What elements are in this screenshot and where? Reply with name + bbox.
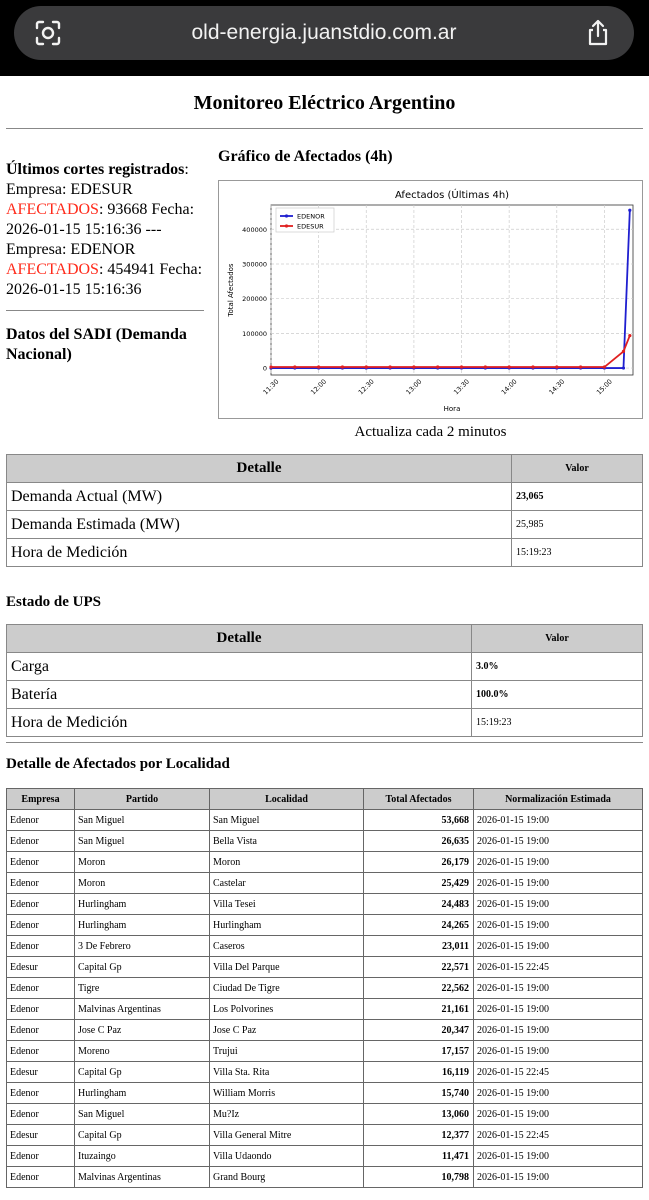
y-tick-label: 300000: [242, 260, 267, 269]
table-row: [7, 1104, 643, 1125]
table-row: [7, 810, 643, 831]
cell-normalizacion: 2026-01-15 19:00: [474, 1104, 643, 1125]
row-value: 25,985: [512, 511, 643, 539]
cell-normalizacion: 2026-01-15 19:00: [474, 1167, 643, 1188]
afectados-sep: :: [98, 261, 108, 278]
table-row: [7, 1062, 643, 1083]
table-row: [7, 831, 643, 852]
cell-total: 15,740: [364, 1083, 474, 1104]
cell-total: 10,798: [364, 1167, 474, 1188]
sadi-table: [6, 454, 643, 567]
data-point-edesur: [365, 365, 368, 368]
cell-normalizacion: 2026-01-15 19:00: [474, 873, 643, 894]
data-point-edenor: [622, 366, 625, 369]
cell-localidad: Castelar: [210, 873, 364, 894]
browser-url-bar: [0, 0, 649, 76]
cell-empresa: Edenor: [7, 1104, 75, 1125]
table-row: [7, 936, 643, 957]
share-icon[interactable]: [584, 19, 612, 47]
cell-total: 16,119: [364, 1062, 474, 1083]
cell-partido: Jose C Paz: [75, 1020, 210, 1041]
afectados-value: 93668: [107, 201, 148, 218]
cell-normalizacion: 2026-01-15 22:45: [474, 957, 643, 978]
cell-normalizacion: 2026-01-15 19:00: [474, 1083, 643, 1104]
cell-partido: Moron: [75, 873, 210, 894]
x-axis-label: Hora: [443, 405, 461, 413]
table-row: [7, 1167, 643, 1188]
column-header: Normalización Estimada: [474, 789, 643, 810]
afectados-label: AFECTADOS: [6, 201, 99, 218]
column-header: Total Afectados: [364, 789, 474, 810]
cell-localidad: Ciudad De Tigre: [210, 978, 364, 999]
cell-empresa: Edenor: [7, 810, 75, 831]
cell-normalizacion: 2026-01-15 19:00: [474, 1041, 643, 1062]
cell-localidad: Moron: [210, 852, 364, 873]
localidades-heading: Detalle de Afectados por Localidad: [6, 756, 230, 772]
cortes-panel: [6, 160, 206, 300]
table-row: [7, 1125, 643, 1146]
data-point-edesur: [341, 365, 344, 368]
table-row: [7, 1146, 643, 1167]
table-row: [7, 894, 643, 915]
cell-empresa: Edenor: [7, 831, 75, 852]
row-value: 100.0%: [472, 681, 643, 709]
cell-normalizacion: 2026-01-15 19:00: [474, 831, 643, 852]
data-point-edesur: [293, 365, 296, 368]
cell-partido: San Miguel: [75, 831, 210, 852]
cell-partido: Capital Gp: [75, 1125, 210, 1146]
cell-total: 12,377: [364, 1125, 474, 1146]
cell-localidad: Hurlingham: [210, 915, 364, 936]
afectados-sep: :: [98, 201, 108, 218]
divider: [6, 310, 204, 311]
chart-svg: [219, 181, 642, 418]
empresa-value: EDENOR: [70, 241, 136, 258]
data-point-edesur: [412, 365, 415, 368]
cell-partido: Moreno: [75, 1041, 210, 1062]
table-row: [7, 873, 643, 894]
table-row: [7, 483, 643, 511]
page-title: Monitoreo Eléctrico Argentino: [193, 92, 456, 114]
cell-total: 17,157: [364, 1041, 474, 1062]
row-label: Carga: [7, 653, 472, 681]
cell-empresa: Edesur: [7, 957, 75, 978]
cell-total: 22,562: [364, 978, 474, 999]
x-tick-label: 13:00: [404, 377, 424, 397]
empresa-value: EDESUR: [70, 181, 133, 198]
data-point-edesur: [628, 334, 631, 337]
cell-total: 21,161: [364, 999, 474, 1020]
x-tick-label: 11:30: [261, 377, 281, 397]
empresa-label: Empresa:: [6, 181, 71, 198]
chart-heading: Gráfico de Afectados (4h): [218, 148, 393, 165]
table-row: [7, 852, 643, 873]
data-point-edesur: [555, 365, 558, 368]
legend-label: EDENOR: [297, 212, 325, 221]
column-header: Detalle: [7, 625, 472, 653]
fecha-value: 2026-01-15 15:16:36: [6, 221, 142, 238]
table-row: [7, 1020, 643, 1041]
cell-partido: Moron: [75, 852, 210, 873]
cortes-heading: Últimos cortes registrados: [6, 161, 185, 178]
url-text[interactable]: old-energia.juanstdio.com.ar: [191, 21, 457, 44]
cell-normalizacion: 2026-01-15 19:00: [474, 1020, 643, 1041]
cell-localidad: William Morris: [210, 1083, 364, 1104]
localidades-table: [6, 788, 643, 1188]
cell-localidad: Bella Vista: [210, 831, 364, 852]
cell-localidad: Trujui: [210, 1041, 364, 1062]
cell-localidad: Villa Udaondo: [210, 1146, 364, 1167]
cell-localidad: Jose C Paz: [210, 1020, 364, 1041]
cortes-heading-colon: :: [184, 161, 189, 178]
data-point-edesur: [317, 365, 320, 368]
cell-normalizacion: 2026-01-15 19:00: [474, 894, 643, 915]
data-point-edesur: [388, 365, 391, 368]
cell-total: 23,011: [364, 936, 474, 957]
row-value: 15:19:23: [512, 539, 643, 567]
row-label: Hora de Medición: [7, 539, 512, 567]
row-value: 3.0%: [472, 653, 643, 681]
cell-localidad: Mu?Iz: [210, 1104, 364, 1125]
cell-localidad: San Miguel: [210, 810, 364, 831]
y-axis-label: Total Afectados: [227, 263, 235, 317]
legend-label: EDESUR: [297, 222, 324, 231]
web-page: [0, 76, 649, 1200]
cell-partido: Tigre: [75, 978, 210, 999]
cell-empresa: Edenor: [7, 978, 75, 999]
cell-empresa: Edenor: [7, 1167, 75, 1188]
cell-partido: Malvinas Argentinas: [75, 999, 210, 1020]
data-point-edesur: [460, 365, 463, 368]
cell-localidad: Villa Del Parque: [210, 957, 364, 978]
cell-empresa: Edenor: [7, 915, 75, 936]
data-point-edesur: [484, 365, 487, 368]
cell-total: 13,060: [364, 1104, 474, 1125]
row-value: 15:19:23: [472, 709, 643, 737]
cell-localidad: Villa Tesei: [210, 894, 364, 915]
cell-normalizacion: 2026-01-15 19:00: [474, 999, 643, 1020]
x-tick-label: 12:30: [356, 377, 376, 397]
table-row: [7, 1041, 643, 1062]
cell-empresa: Edenor: [7, 1083, 75, 1104]
ups-table: [6, 624, 643, 737]
cell-total: 22,571: [364, 957, 474, 978]
chart-update-note: Actualiza cada 2 minutos: [354, 424, 507, 440]
cell-empresa: Edenor: [7, 1146, 75, 1167]
row-label: Batería: [7, 681, 472, 709]
cell-normalizacion: 2026-01-15 19:00: [474, 1146, 643, 1167]
cell-partido: San Miguel: [75, 810, 210, 831]
cell-empresa: Edenor: [7, 894, 75, 915]
cell-empresa: Edesur: [7, 1062, 75, 1083]
data-point-edesur: [603, 365, 606, 368]
y-tick-label: 100000: [242, 329, 267, 338]
data-point-edesur: [508, 365, 511, 368]
table-row: [7, 709, 643, 737]
x-tick-label: 14:00: [499, 377, 519, 397]
table-row: [7, 999, 643, 1020]
fecha-label: Fecha:: [155, 261, 203, 278]
x-tick-label: 15:00: [594, 377, 614, 397]
x-tick-label: 12:00: [309, 377, 329, 397]
cell-partido: Capital Gp: [75, 957, 210, 978]
column-header: Detalle: [7, 455, 512, 483]
table-row: [7, 681, 643, 709]
cell-empresa: Edenor: [7, 999, 75, 1020]
data-point-edenor: [628, 209, 631, 212]
y-tick-label: 400000: [242, 225, 267, 234]
cell-normalizacion: 2026-01-15 19:00: [474, 915, 643, 936]
ups-heading: Estado de UPS: [6, 594, 102, 610]
row-value: 23,065: [512, 483, 643, 511]
corte-entry: [6, 180, 206, 240]
table-row: [7, 915, 643, 936]
column-header: Valor: [472, 625, 643, 653]
cell-partido: Ituzaingo: [75, 1146, 210, 1167]
cell-normalizacion: 2026-01-15 19:00: [474, 936, 643, 957]
cell-total: 26,635: [364, 831, 474, 852]
data-point-edesur: [436, 365, 439, 368]
x-tick-label: 14:30: [547, 377, 567, 397]
cell-normalizacion: 2026-01-15 19:00: [474, 978, 643, 999]
x-tick-label: 13:30: [452, 377, 471, 397]
cell-partido: Capital Gp: [75, 1062, 210, 1083]
cell-localidad: Grand Bourg: [210, 1167, 364, 1188]
column-header: Partido: [75, 789, 210, 810]
table-row: [7, 1083, 643, 1104]
sadi-heading: Datos del SADI (Demanda Nacional): [6, 326, 187, 363]
cell-empresa: Edenor: [7, 1020, 75, 1041]
row-label: Demanda Actual (MW): [7, 483, 512, 511]
divider: [6, 128, 643, 129]
y-tick-label: 0: [262, 364, 267, 373]
cell-empresa: Edenor: [7, 936, 75, 957]
cell-empresa: Edenor: [7, 852, 75, 873]
cell-partido: Hurlingham: [75, 894, 210, 915]
cell-partido: San Miguel: [75, 1104, 210, 1125]
cell-partido: Hurlingham: [75, 1083, 210, 1104]
corte-entry: [6, 240, 206, 300]
cell-partido: Hurlingham: [75, 915, 210, 936]
cell-normalizacion: 2026-01-15 22:45: [474, 1062, 643, 1083]
column-header: Valor: [512, 455, 643, 483]
empresa-label: Empresa:: [6, 241, 71, 258]
table-row: [7, 978, 643, 999]
cell-normalizacion: 2026-01-15 19:00: [474, 810, 643, 831]
column-header: Localidad: [210, 789, 364, 810]
data-point-edesur: [269, 365, 272, 368]
afectados-label: AFECTADOS: [6, 261, 99, 278]
divider: [6, 742, 643, 743]
cell-total: 20,347: [364, 1020, 474, 1041]
cell-localidad: Villa General Mitre: [210, 1125, 364, 1146]
row-label: Hora de Medición: [7, 709, 472, 737]
cell-total: 24,265: [364, 915, 474, 936]
chart-title: Afectados (Últimas 4h): [394, 190, 510, 201]
cell-empresa: Edenor: [7, 873, 75, 894]
legend-marker: [285, 224, 288, 227]
cell-partido: Malvinas Argentinas: [75, 1167, 210, 1188]
row-label: Demanda Estimada (MW): [7, 511, 512, 539]
data-point-edesur: [622, 350, 625, 353]
fecha-value: 2026-01-15 15:16:36: [6, 281, 142, 298]
table-row: [7, 957, 643, 978]
cell-total: 25,429: [364, 873, 474, 894]
afectados-value: 454941: [107, 261, 156, 278]
data-point-edesur: [531, 365, 534, 368]
address-pill[interactable]: [14, 6, 634, 60]
cell-empresa: Edenor: [7, 1041, 75, 1062]
fecha-label: Fecha:: [147, 201, 195, 218]
cell-empresa: Edesur: [7, 1125, 75, 1146]
cell-partido: 3 De Febrero: [75, 936, 210, 957]
afectados-chart: [218, 180, 643, 419]
cell-localidad: Villa Sta. Rita: [210, 1062, 364, 1083]
column-header: Empresa: [7, 789, 75, 810]
table-row: [7, 511, 643, 539]
cell-total: 53,668: [364, 810, 474, 831]
cell-localidad: Caseros: [210, 936, 364, 957]
cell-localidad: Los Polvorines: [210, 999, 364, 1020]
y-tick-label: 200000: [242, 295, 267, 304]
table-row: [7, 539, 643, 567]
cell-normalizacion: 2026-01-15 19:00: [474, 852, 643, 873]
data-point-edesur: [579, 365, 582, 368]
table-row: [7, 653, 643, 681]
entry-separator: ---: [141, 221, 162, 238]
cell-total: 11,471: [364, 1146, 474, 1167]
legend-marker: [285, 214, 288, 217]
cell-total: 24,483: [364, 894, 474, 915]
cell-normalizacion: 2026-01-15 22:45: [474, 1125, 643, 1146]
cell-total: 26,179: [364, 852, 474, 873]
